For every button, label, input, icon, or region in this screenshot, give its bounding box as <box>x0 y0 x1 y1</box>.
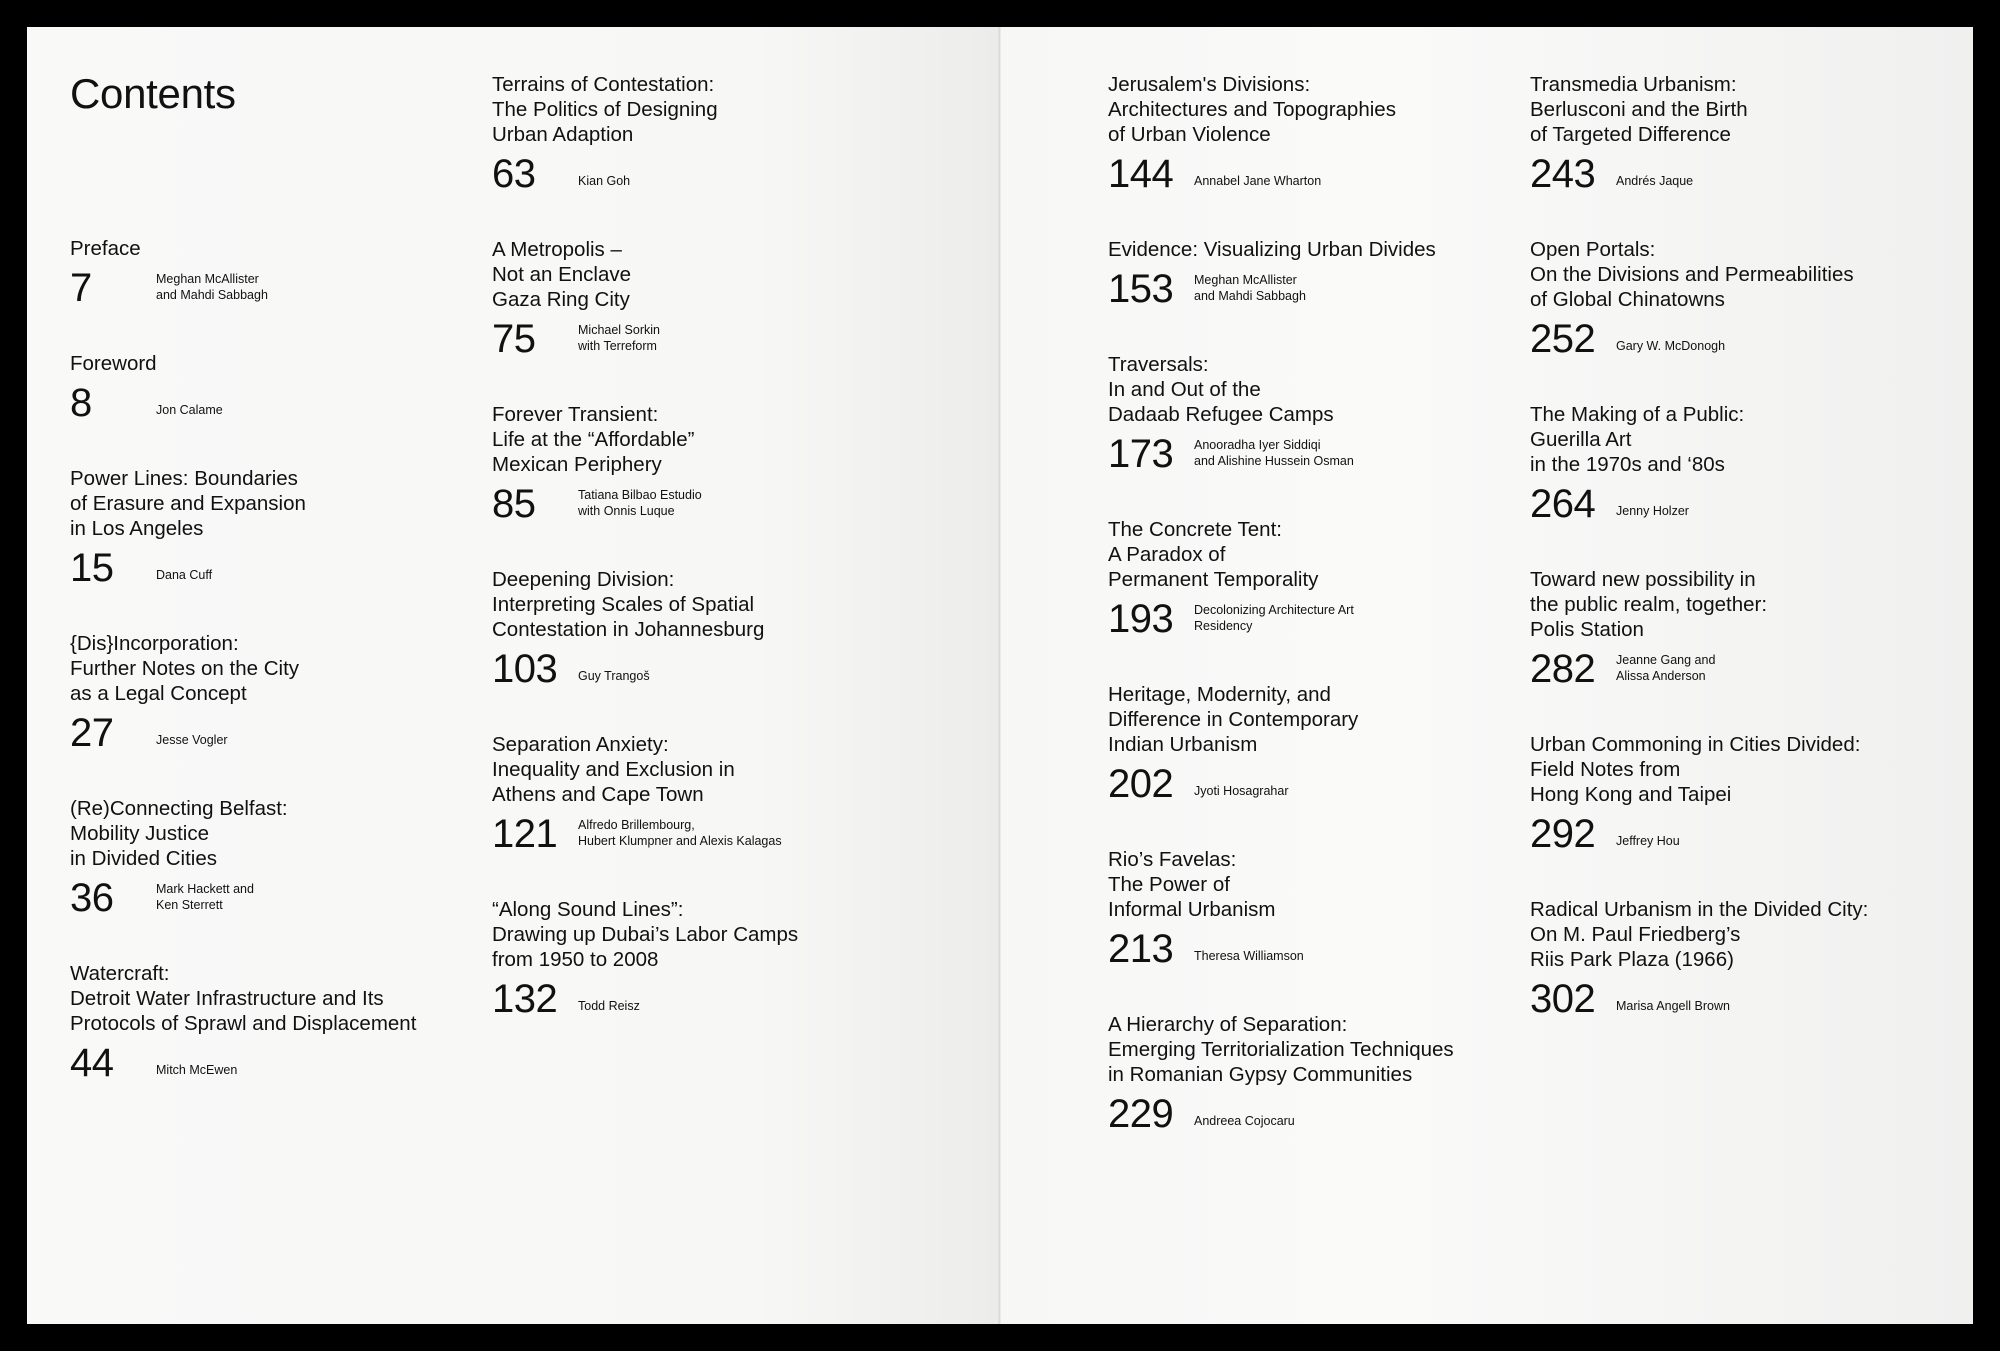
toc-entry <box>1108 847 1528 976</box>
entry-page-number: 243 <box>1530 152 1596 196</box>
entry-title: The Concrete Tent: A Paradox of Permanent Temporality <box>1108 518 1319 591</box>
entry-title: Toward new possibility in the public realm, together: Polis Station <box>1530 568 1768 641</box>
entry-author: Jeanne Gang and Alissa Anderson <box>1616 653 1716 683</box>
entry-title: Jerusalem's Divisions: Architectures and Topographies of Urban Violence <box>1108 73 1396 146</box>
toc-entry <box>492 72 912 201</box>
entry-author: Marisa Angell Brown <box>1616 999 1730 1013</box>
toc-entry <box>70 796 490 925</box>
entry-title: Separation Anxiety: Inequality and Exclusion in Athens and Cape Town <box>492 733 735 806</box>
entry-footer <box>1530 646 1950 696</box>
entry-footer <box>1530 811 1950 861</box>
entry-footer <box>70 1040 490 1090</box>
toc-entry <box>70 351 490 430</box>
entry-author: Mitch McEwen <box>156 1063 238 1077</box>
entry-author: Meghan McAllister and Mahdi Sabbagh <box>1194 273 1306 303</box>
entry-page-number: 213 <box>1108 927 1174 971</box>
entry-title: (Re)Connecting Belfast: Mobility Justice in Divided Cities <box>70 797 288 870</box>
entry-footer <box>1108 266 1528 316</box>
entry-page-number: 292 <box>1530 812 1596 856</box>
entry-author: Andreea Cojocaru <box>1194 1114 1295 1128</box>
entry-page-number: 27 <box>70 711 114 755</box>
toc-entry <box>1530 897 1950 1026</box>
entry-author: Guy Trangoš <box>578 669 650 683</box>
entry-title: Heritage, Modernity, and Difference in Contemporary Indian Urbanism <box>1108 683 1359 756</box>
entry-author: Jenny Holzer <box>1616 504 1689 518</box>
entry-page-number: 144 <box>1108 152 1174 196</box>
entry-page-number: 8 <box>70 381 92 425</box>
entry-author: Dana Cuff <box>156 568 213 582</box>
entry-footer <box>1530 481 1950 531</box>
entry-footer <box>1108 431 1528 481</box>
entry-title: The Making of a Public: Guerilla Art in the 1970s and ‘80s <box>1530 403 1745 476</box>
entry-author: Kian Goh <box>578 174 631 188</box>
toc-entry <box>492 237 912 366</box>
entry-title: Power Lines: Boundaries of Erasure and Expansion in Los Angeles <box>70 467 306 540</box>
entry-footer <box>70 265 490 315</box>
toc-entry <box>492 567 912 696</box>
entry-author: Decolonizing Architecture Art Residency <box>1194 603 1354 633</box>
entry-title: “Along Sound Lines”: Drawing up Dubai’s Labor Camps from 1950 to 2008 <box>492 898 799 971</box>
entry-page-number: 63 <box>492 152 536 196</box>
entry-title: Transmedia Urbanism: Berlusconi and the Birth of Targeted Difference <box>1530 73 1748 146</box>
entry-footer <box>1108 151 1528 201</box>
entry-title: Traversals: In and Out of the Dadaab Refugee Camps <box>1108 353 1334 426</box>
toc-entry <box>1108 1012 1528 1141</box>
entry-author: Tatiana Bilbao Estudio with Onnis Luque <box>578 488 702 518</box>
entry-page-number: 302 <box>1530 977 1596 1021</box>
entry-author: Anooradha Iyer Siddiqi and Alishine Hussein Osman <box>1194 438 1354 468</box>
entry-page-number: 193 <box>1108 597 1174 641</box>
entry-author: Jyoti Hosagrahar <box>1194 784 1289 798</box>
entry-footer <box>492 316 912 366</box>
entry-footer <box>1530 151 1950 201</box>
toc-entry <box>1108 237 1528 316</box>
entry-author: Jesse Vogler <box>156 733 228 747</box>
toc-entry <box>1108 352 1528 481</box>
toc-entry <box>70 961 490 1090</box>
entry-page-number: 252 <box>1530 317 1596 361</box>
entry-page-number: 282 <box>1530 647 1596 691</box>
entry-footer <box>492 646 912 696</box>
entry-page-number: 173 <box>1108 432 1174 476</box>
toc-entry <box>1108 682 1528 811</box>
entry-title: Foreword <box>70 352 157 375</box>
entry-page-number: 44 <box>70 1041 114 1085</box>
entry-page-number: 153 <box>1108 267 1174 311</box>
entry-author: Meghan McAllister and Mahdi Sabbagh <box>156 272 268 302</box>
entry-title: Forever Transient: Life at the “Affordable” Mexican Periphery <box>492 403 695 476</box>
entry-author: Annabel Jane Wharton <box>1194 174 1322 188</box>
entry-author: Andrés Jaque <box>1616 174 1694 188</box>
entry-page-number: 202 <box>1108 762 1174 806</box>
entry-footer <box>492 151 912 201</box>
toc-entry <box>1108 517 1528 646</box>
entry-title: Radical Urbanism in the Divided City: On M. Paul Friedberg’s Riis Park Plaza (1966) <box>1530 898 1869 971</box>
entry-author: Gary W. McDonogh <box>1616 339 1726 353</box>
toc-entry <box>492 402 912 531</box>
toc-entry <box>1530 567 1950 696</box>
entry-page-number: 264 <box>1530 482 1596 526</box>
entry-title: Watercraft: Detroit Water Infrastructure and Its Protocols of Sprawl and Displacement <box>70 962 417 1035</box>
entry-footer <box>1108 596 1528 646</box>
entry-page-number: 229 <box>1108 1092 1174 1136</box>
entry-author: Todd Reisz <box>578 999 640 1013</box>
entry-title: Terrains of Contestation: The Politics of Designing Urban Adaption <box>492 73 718 146</box>
entry-footer <box>1108 926 1528 976</box>
entry-title: Rio’s Favelas: The Power of Informal Urbanism <box>1108 848 1276 921</box>
entry-footer <box>1530 976 1950 1026</box>
entry-footer <box>492 811 912 861</box>
entry-title: {Dis}Incorporation: Further Notes on the City as a Legal Concept <box>70 632 300 705</box>
entry-footer <box>492 976 912 1026</box>
toc-entry <box>1530 237 1950 366</box>
toc-entry <box>1530 402 1950 531</box>
entry-footer <box>70 710 490 760</box>
entry-author: Alfredo Brillembourg, Hubert Klumpner and Alexis Kalagas <box>578 818 782 848</box>
entry-page-number: 132 <box>492 977 558 1021</box>
entry-title: Deepening Division: Interpreting Scales of Spatial Contestation in Johannesburg <box>492 568 765 641</box>
entry-footer <box>1530 316 1950 366</box>
entry-footer <box>492 481 912 531</box>
entry-page-number: 103 <box>492 647 558 691</box>
entry-title: A Hierarchy of Separation: Emerging Territorialization Techniques in Romanian Gypsy Communities <box>1108 1013 1454 1086</box>
entry-author: Michael Sorkin with Terreform <box>578 323 660 353</box>
entry-author: Theresa Williamson <box>1194 949 1304 963</box>
entry-title: Urban Commoning in Cities Divided: Field Notes from Hong Kong and Taipei <box>1530 733 1861 806</box>
entry-page-number: 75 <box>492 317 536 361</box>
entry-page-number: 85 <box>492 482 536 526</box>
entry-footer <box>70 875 490 925</box>
entry-footer <box>1108 1091 1528 1141</box>
entry-title: Open Portals: On the Divisions and Permeabilities of Global Chinatowns <box>1530 238 1854 311</box>
toc-entry <box>1108 72 1528 201</box>
entry-footer <box>1108 761 1528 811</box>
toc-entry <box>1530 732 1950 861</box>
toc-entry <box>492 897 912 1026</box>
entry-footer <box>70 545 490 595</box>
toc-entry <box>70 236 490 315</box>
page-title: Contents <box>70 70 236 117</box>
entry-author: Jon Calame <box>156 403 223 417</box>
entry-footer <box>70 380 490 430</box>
entry-page-number: 121 <box>492 812 558 856</box>
page-fold <box>998 27 1001 1324</box>
entry-page-number: 15 <box>70 546 114 590</box>
toc-entry <box>492 732 912 861</box>
toc-entry <box>70 466 490 595</box>
toc-entry <box>1530 72 1950 201</box>
entry-author: Mark Hackett and Ken Sterrett <box>156 882 254 912</box>
entry-author: Jeffrey Hou <box>1616 834 1680 848</box>
entry-title: A Metropolis – Not an Enclave Gaza Ring City <box>492 238 632 311</box>
entry-page-number: 7 <box>70 266 92 310</box>
toc-entry <box>70 631 490 760</box>
entry-title: Preface <box>70 237 141 260</box>
entry-title: Evidence: Visualizing Urban Divides <box>1108 238 1436 261</box>
entry-page-number: 36 <box>70 876 114 920</box>
